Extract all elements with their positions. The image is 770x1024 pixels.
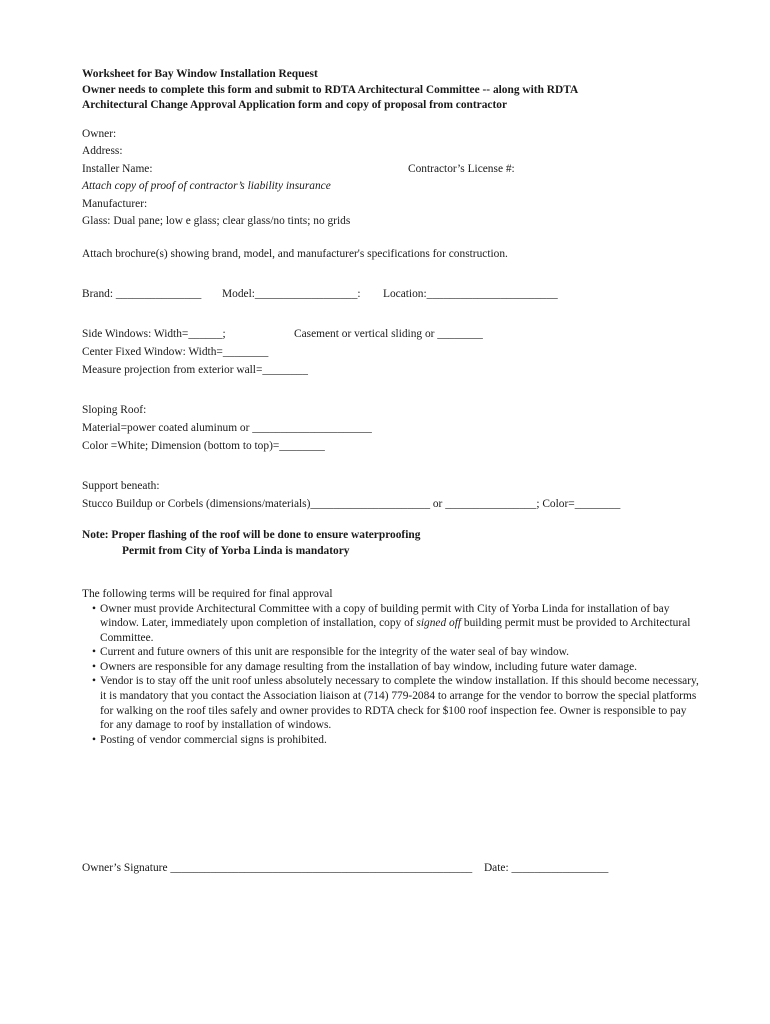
terms-intro: The following terms will be required for final approval bbox=[82, 587, 333, 600]
casement-field[interactable]: Casement or vertical sliding or ________ bbox=[294, 327, 483, 340]
list-item bbox=[92, 674, 702, 732]
installer-name-field[interactable]: Installer Name: bbox=[82, 162, 153, 175]
roof-material-field[interactable]: Material=power coated aluminum or _____________________ bbox=[82, 421, 372, 434]
side-windows-width-field[interactable]: Side Windows: Width=______; bbox=[82, 327, 226, 340]
list-item bbox=[92, 660, 702, 675]
roof-color-row bbox=[82, 437, 702, 455]
brand-field[interactable]: Brand: _______________ bbox=[82, 287, 202, 300]
term-4-text: Vendor is to stay off the unit roof unless absolutely necessary to complete the window installation. If this should become necessary, it is mandatory that you contact the Association liaison at (714) 779-2084 to arrange for the vendor to borrow the special platforms for walking on the roof tiles safely and owner provides to RDTA check for $100 roof inspection fee. Owner is responsible to pay for any damage to roof by installation of windows. bbox=[100, 675, 699, 732]
support-label: Support beneath: bbox=[82, 479, 160, 492]
owner-label: Owner: bbox=[82, 127, 117, 140]
address-label: Address: bbox=[82, 145, 123, 157]
term-2-text: Current and future owners of this unit are responsible for the integrity of the water seal of bay window. bbox=[100, 646, 569, 659]
support-heading bbox=[82, 477, 702, 495]
signature-date-field[interactable]: Date: _________________ bbox=[483, 862, 609, 874]
sloping-roof-heading bbox=[82, 401, 702, 419]
manufacturer-label: Manufacturer: bbox=[82, 197, 148, 210]
term-3-text: Owners are responsible for any damage resulting from the installation of bay window, including future water damage. bbox=[100, 660, 637, 673]
instructions-line-2: Architectural Change Approval Application form and copy of proposal from contractor bbox=[82, 99, 508, 111]
worksheet-page bbox=[82, 67, 702, 747]
projection-field[interactable]: Measure projection from exterior wall=________ bbox=[82, 363, 308, 376]
projection-row bbox=[82, 361, 702, 379]
list-item bbox=[92, 733, 702, 748]
roof-material-row bbox=[82, 419, 702, 437]
liability-insurance-note bbox=[82, 178, 702, 196]
center-fixed-window-row bbox=[82, 343, 702, 361]
glass-options bbox=[82, 213, 702, 231]
sloping-roof-label: Sloping Roof: bbox=[82, 403, 147, 416]
address-field[interactable] bbox=[82, 143, 702, 161]
list-item bbox=[92, 602, 702, 646]
term-1-italic: signed off bbox=[416, 617, 462, 630]
brochure-note-text: Attach brochure(s) showing brand, model, and manufacturer's specifications for construction. bbox=[82, 247, 508, 260]
term-1-text: Owner must provide Architectural Committee with a copy of building permit with City of Yorba Linda for installation of bay window. Later, immediately upon completion of installation, copy of bbox=[100, 602, 670, 630]
manufacturer-field[interactable] bbox=[82, 196, 702, 214]
note-permit: Permit from City of Yorba Linda is mandatory bbox=[122, 544, 350, 557]
liability-note-text: Attach copy of proof of contractor’s liability insurance bbox=[82, 180, 331, 192]
brochure-note bbox=[82, 245, 702, 263]
signature-row bbox=[82, 862, 608, 874]
owner-field[interactable] bbox=[82, 126, 702, 144]
owner-signature-field[interactable]: Owner’s Signature _____________________________________________________ bbox=[82, 862, 473, 874]
roof-dimension-field[interactable]: Color =White; Dimension (bottom to top)=________ bbox=[82, 439, 325, 452]
term-5-text: Posting of vendor commercial signs is prohibited. bbox=[100, 733, 327, 746]
note-flashing: Note: Proper flashing of the roof will be done to ensure waterproofing bbox=[82, 528, 421, 541]
location-field[interactable]: Location:_______________________ bbox=[383, 287, 558, 300]
worksheet-title: Worksheet for Bay Window Installation Request bbox=[82, 68, 318, 80]
side-windows-row bbox=[82, 325, 702, 343]
installer-row bbox=[82, 161, 702, 179]
terms-list bbox=[82, 602, 702, 748]
support-row bbox=[82, 495, 702, 513]
instructions-line-1: Owner needs to complete this form and submit to RDTA Architectural Committee -- along with RDTA bbox=[82, 83, 579, 96]
contractor-license-field[interactable]: Contractor’s License #: bbox=[408, 162, 515, 175]
center-fixed-width-field[interactable]: Center Fixed Window: Width=________ bbox=[82, 345, 269, 358]
support-dimensions-field[interactable]: Stucco Buildup or Corbels (dimensions/materials)_____________________ or ________________; Color=________ bbox=[82, 497, 621, 510]
product-row bbox=[82, 285, 702, 303]
model-field[interactable]: Model:__________________: bbox=[222, 287, 361, 300]
list-item bbox=[92, 645, 702, 660]
term-1-text-end: building permit must be provided to Architectural Committee. bbox=[100, 617, 691, 644]
glass-options-text: Glass: Dual pane; low e glass; clear glass/no tints; no grids bbox=[82, 215, 351, 227]
